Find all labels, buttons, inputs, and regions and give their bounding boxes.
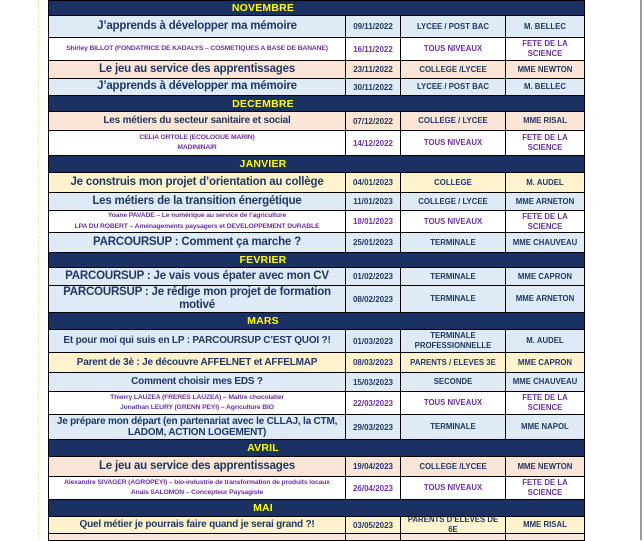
event-title-cell	[49, 38, 345, 60]
event-title-cell	[49, 211, 345, 232]
month-header	[49, 96, 584, 112]
month-header	[49, 500, 584, 517]
event-title-line: Alexandre SIVAGER (AGROPEYI) – bio-industrie de transformation de produits locaux	[64, 478, 330, 486]
event-person-cell: M. AUDEL	[505, 173, 584, 192]
month-header	[49, 1, 584, 16]
partial-cell	[505, 534, 584, 540]
event-person-cell: MME ARNETON	[505, 286, 584, 312]
event-date-cell: 11/01/2023	[345, 193, 400, 210]
event-level-cell: PARENTS / ELEVES 3E	[400, 353, 505, 372]
event-person-cell: MME NEWTON	[505, 61, 584, 78]
event-title-cell	[49, 131, 345, 155]
event-person-cell: FETE DE LA SCIENCE	[505, 38, 584, 60]
event-title-text	[75, 211, 320, 231]
event-person-cell: MME CAPRON	[505, 268, 584, 285]
event-row	[49, 173, 584, 193]
event-title-cell	[49, 415, 345, 439]
event-level-cell: TOUS NIVEAUX	[400, 477, 505, 499]
event-date-cell: 01/03/2023	[345, 330, 400, 352]
event-row	[49, 233, 584, 253]
event-title-text	[92, 195, 301, 208]
event-title-text	[97, 20, 297, 33]
event-level-cell: TERMINALE	[400, 233, 505, 252]
month-label: MAI	[253, 502, 273, 514]
event-title-line: Yoane PAVADE – Le numérique au service de l’agriculture	[107, 212, 287, 220]
month-header	[49, 156, 584, 173]
event-title-text	[63, 335, 330, 347]
event-level-cell: COLLEGE /LYCEE	[400, 61, 505, 78]
event-title-line: Anaïs SALOMON – Concepteur Paysagiste	[130, 489, 264, 496]
event-row	[49, 61, 584, 79]
event-row	[49, 131, 584, 156]
event-title-line: PARCOURSUP : Je rédige mon projet de formation motivé	[63, 286, 331, 311]
event-date-cell: 23/11/2022	[345, 61, 400, 78]
event-person-cell: M. AUDEL	[505, 330, 584, 352]
event-row	[49, 517, 584, 534]
event-title-cell	[49, 193, 345, 210]
event-date-cell: 29/03/2023	[345, 415, 400, 439]
event-title-line: Parent de 3è : Je découvre AFFELNET et AFFELMAP	[76, 356, 318, 368]
event-date-cell: 09/11/2022	[345, 16, 400, 37]
event-person-cell: FETE DE LA SCIENCE	[505, 131, 584, 155]
event-person-cell: MME NEWTON	[505, 457, 584, 476]
event-date-cell: 04/01/2023	[345, 173, 400, 192]
event-title-text	[79, 519, 314, 531]
event-date-cell: 26/04/2023	[345, 477, 400, 499]
event-level-cell: COLLEGE /LYCEE	[400, 457, 505, 476]
event-date-cell: 15/03/2023	[345, 373, 400, 391]
event-title-cell	[49, 392, 345, 414]
event-row	[49, 415, 584, 440]
event-title-cell	[49, 112, 345, 130]
month-label: NOVEMBRE	[231, 2, 295, 14]
event-title-line: LPA DU ROBERT – Aménagements paysagers et DEVELOPPEMENT DURABLE	[74, 222, 320, 230]
event-row	[49, 392, 584, 415]
event-title-text	[139, 133, 254, 153]
event-title-text	[52, 416, 342, 439]
event-row	[49, 193, 584, 211]
event-date-cell: 16/11/2022	[345, 38, 400, 60]
event-title-line: Comment choisir mes EDS ?	[131, 376, 263, 388]
event-title-line: Je prépare mon départ (en partenariat avec le CLLAJ, la CTM, LADOM, ACTION LOGEMENT)	[56, 415, 338, 438]
event-title-line: J’apprends à développer ma mémoire	[97, 80, 297, 93]
schedule-table	[48, 0, 585, 541]
event-level-cell: TOUS NIVEAUX	[400, 392, 505, 414]
event-date-cell: 18/01/2023	[345, 211, 400, 232]
event-title-cell	[49, 268, 345, 285]
event-person-cell: M. BELLEC	[505, 16, 584, 37]
event-title-text	[93, 236, 301, 249]
event-level-cell: PARENTS D’ELEVES DE 6E	[400, 517, 505, 533]
event-title-cell	[49, 330, 345, 352]
month-header	[49, 440, 584, 457]
partial-cell	[345, 534, 400, 540]
event-row	[49, 211, 584, 233]
event-title-text	[77, 357, 317, 369]
event-title-line: Je construis mon projet d’orientation au collège	[70, 175, 324, 188]
event-level-cell: COLLEGE / LYCEE	[400, 193, 505, 210]
event-title-cell	[49, 477, 345, 499]
event-title-text	[110, 393, 284, 413]
event-date-cell: 07/12/2022	[345, 112, 400, 130]
event-row	[49, 79, 584, 96]
event-title-text	[99, 63, 295, 76]
event-title-text	[97, 80, 297, 93]
event-title-line: Et pour moi qui suis en LP : PARCOURSUP C’EST QUOI ?!	[63, 335, 331, 347]
event-row	[49, 330, 584, 353]
partial-cell	[400, 534, 505, 540]
event-row	[49, 353, 584, 373]
event-title-cell	[49, 173, 345, 192]
month-label: AVRIL	[247, 442, 279, 454]
month-label: JANVIER	[239, 158, 287, 170]
month-header	[49, 313, 584, 330]
event-date-cell: 03/05/2023	[345, 517, 400, 533]
page-break-guide-line	[38, 0, 39, 540]
event-person-cell: FETE DE LA SCIENCE	[505, 211, 584, 232]
event-date-cell: 30/11/2022	[345, 79, 400, 95]
window-edge-line	[640, 0, 642, 540]
event-date-cell: 01/02/2023	[345, 268, 400, 285]
event-title-cell	[49, 233, 345, 252]
event-title-line: Thierry LAUZEA (FRERES LAUZEA) – Maître chocolatier	[110, 393, 284, 401]
month-label: FEVRIER	[239, 254, 287, 266]
event-person-cell: M. BELLEC	[505, 79, 584, 95]
event-title-cell	[49, 457, 345, 476]
event-person-cell: MME CAPRON	[505, 353, 584, 372]
event-date-cell: 08/02/2023	[345, 286, 400, 312]
event-title-line: Jonathan LEURY (GRENN PEYI) – Agriculture BIO	[120, 404, 274, 411]
event-title-text	[131, 376, 263, 388]
event-title-line: J’apprends à développer ma mémoire	[97, 19, 297, 32]
event-title-cell	[49, 373, 345, 391]
event-title-line: Les métiers de la transition énergétique	[92, 194, 302, 207]
event-title-cell	[49, 79, 345, 95]
event-row	[49, 38, 584, 61]
event-person-cell: MME RISAL	[505, 517, 584, 533]
event-title-text	[99, 460, 295, 473]
event-title-line: Le jeu au service des apprentissages	[98, 459, 296, 472]
event-person-cell: MME ARNETON	[505, 193, 584, 210]
event-person-cell: FETE DE LA SCIENCE	[505, 477, 584, 499]
event-level-cell: TERMINALE	[400, 415, 505, 439]
event-row	[49, 477, 584, 500]
event-title-text	[64, 478, 330, 498]
event-level-cell: TOUS NIVEAUX	[400, 211, 505, 232]
event-title-line: PARCOURSUP : Je vais vous épater avec mon CV	[65, 269, 329, 282]
event-date-cell: 14/12/2022	[345, 131, 400, 155]
month-label: MARS	[247, 315, 279, 327]
event-title-text	[65, 270, 329, 283]
event-level-cell: TOUS NIVEAUX	[400, 38, 505, 60]
event-title-line: MADININAIR	[177, 144, 217, 151]
event-date-cell: 08/03/2023	[345, 353, 400, 372]
month-header	[49, 253, 584, 268]
partial-event-row	[49, 534, 584, 540]
event-person-cell: FETE DE LA SCIENCE	[505, 392, 584, 414]
event-title-cell	[49, 61, 345, 78]
event-title-cell	[49, 16, 345, 37]
event-level-cell: COLLEGE	[400, 173, 505, 192]
event-level-cell: LYCEE / POST BAC	[400, 79, 505, 95]
event-person-cell: MME RISAL	[505, 112, 584, 130]
event-row	[49, 112, 584, 131]
event-row	[49, 457, 584, 477]
event-row	[49, 268, 584, 286]
event-row	[49, 286, 584, 313]
event-person-cell: MME NAPOL	[505, 415, 584, 439]
event-title-text	[52, 286, 342, 312]
event-level-cell: TOUS NIVEAUX	[400, 131, 505, 155]
event-title-text	[66, 44, 328, 54]
event-person-cell: MME CHAUVEAU	[505, 373, 584, 391]
event-row	[49, 373, 584, 392]
event-date-cell: 25/01/2023	[345, 233, 400, 252]
event-row	[49, 16, 584, 38]
event-title-cell	[49, 286, 345, 312]
event-title-cell	[49, 517, 345, 533]
event-title-line: Les métiers du secteur sanitaire et social	[103, 115, 291, 127]
event-level-cell: TERMINALE	[400, 268, 505, 285]
event-title-line: Quel métier je pourrais faire quand je serai grand ?!	[79, 519, 315, 531]
event-title-text	[103, 115, 290, 127]
event-title-text	[70, 176, 323, 189]
event-date-cell: 22/03/2023	[345, 392, 400, 414]
event-level-cell: COLLEGE / LYCEE	[400, 112, 505, 130]
event-title-line: PARCOURSUP : Comment ça marche ?	[93, 235, 301, 248]
event-level-cell: SECONDE	[400, 373, 505, 391]
month-label: DECEMBRE	[232, 97, 294, 110]
event-title-cell	[49, 353, 345, 372]
event-title-line: Shirley BILLOT (FONDATRICE DE KADALYS – COSMETIQUES A BASE DE BANANE)	[66, 44, 328, 52]
event-level-cell: TERMINALE	[400, 286, 505, 312]
event-title-line: CELIA ORTOLE (ECOLOGUE MARIN)	[139, 133, 255, 141]
event-level-cell: LYCEE / POST BAC	[400, 16, 505, 37]
event-level-cell: TERMINALE PROFESSIONNELLE	[400, 330, 505, 352]
event-title-line: Le jeu au service des apprentissages	[98, 62, 296, 75]
event-person-cell: MME CHAUVEAU	[505, 233, 584, 252]
partial-cell	[49, 534, 345, 540]
event-date-cell: 19/04/2023	[345, 457, 400, 476]
